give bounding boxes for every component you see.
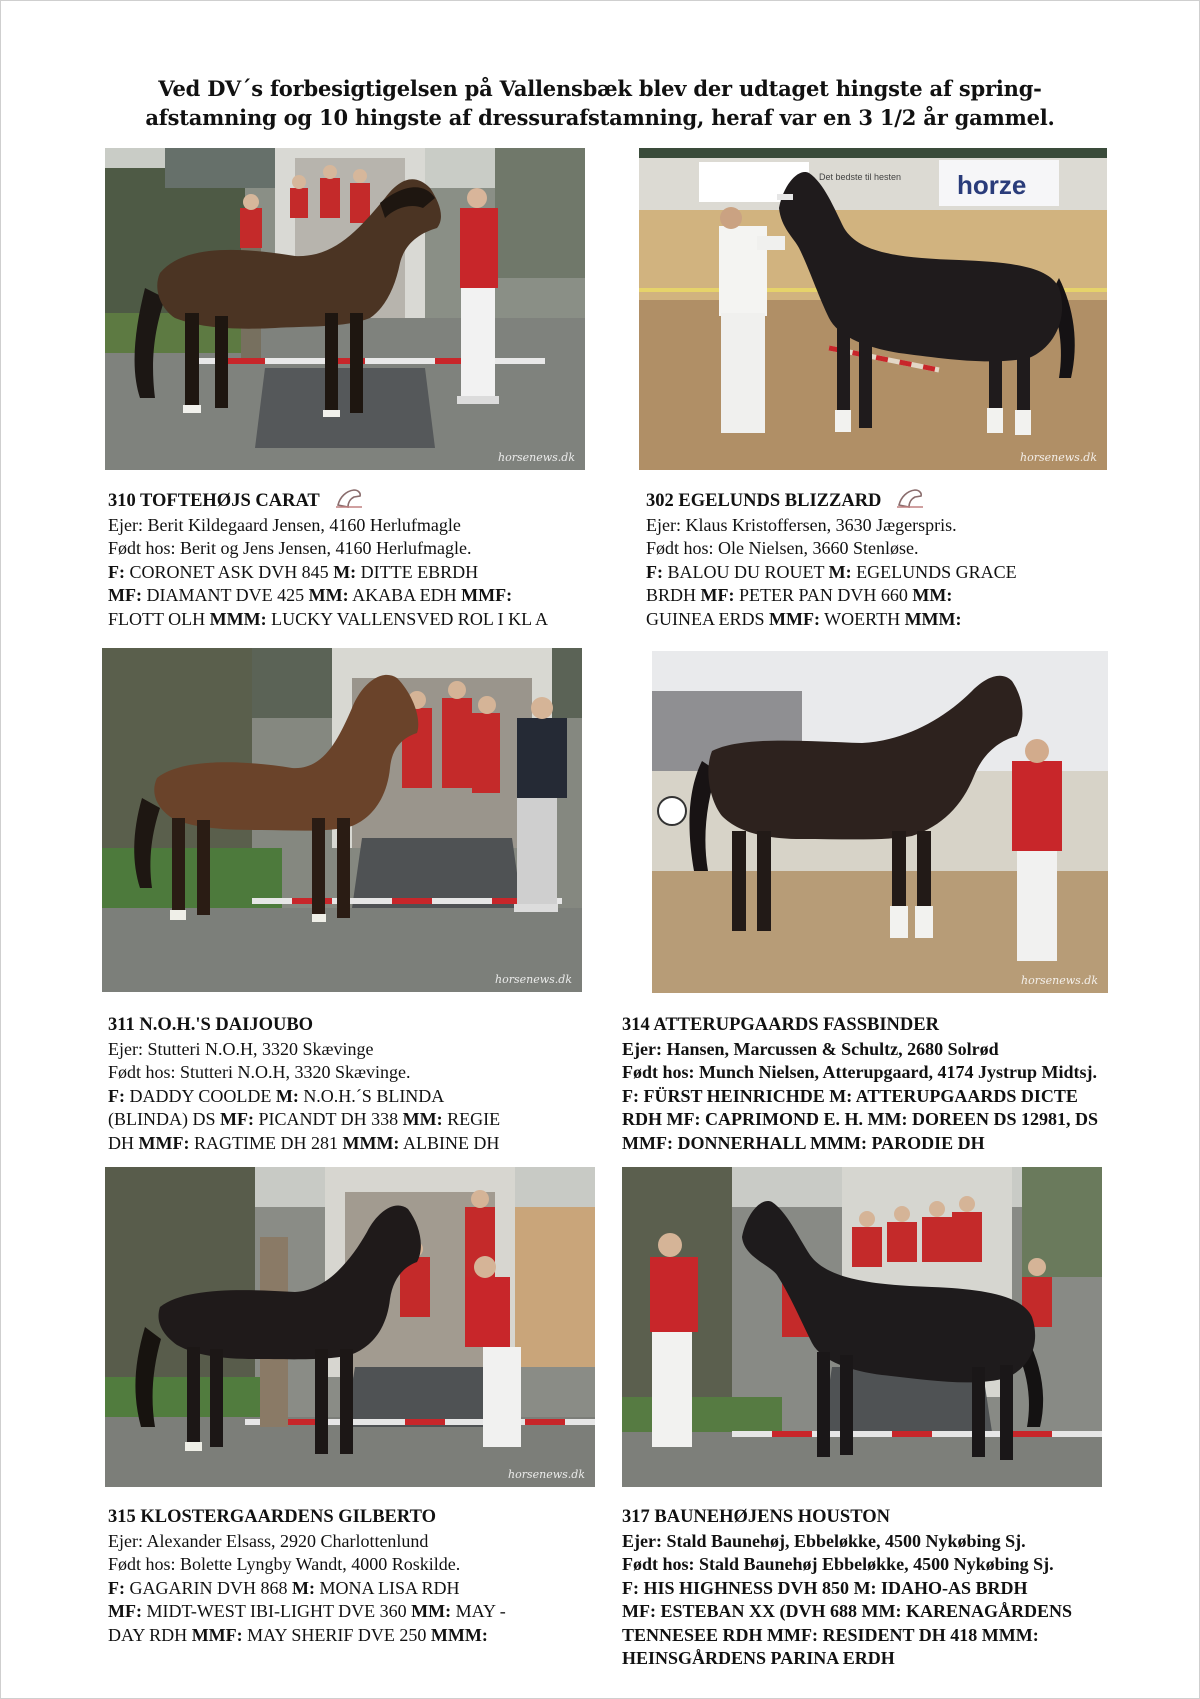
- pedigree-line-1: F: CORONET ASK DVH 845 M: DITTE EBRDH: [108, 561, 479, 582]
- horse-title: 315 KLOSTERGAARDENS GILBERTO: [108, 1507, 436, 1527]
- arena-sign-text: Det bedste til hesten: [819, 172, 902, 182]
- horse-title: 310 TOFTEHØJS CARAT: [108, 491, 320, 511]
- horse-photo-315: [105, 1167, 595, 1487]
- owner-line: Ejer: Alexander Elsass, 2920 Charlottenlund: [108, 1530, 429, 1551]
- pedigree-line-3: FLOTT OLH MMM: LUCKY VALLENSVED ROL I KL A: [108, 608, 548, 629]
- owner-line: Ejer: Klaus Kristoffersen, 3630 Jægerspris.: [646, 514, 957, 535]
- photo-watermark: horsenews.dk: [498, 451, 575, 464]
- heading-line-1: Ved DV´s forbesigtigelsen på Vallensbæk blev der udtaget hingste af spring-: [158, 76, 1042, 101]
- horse-photo-314: [652, 651, 1108, 993]
- caption-317: [622, 1505, 1072, 1671]
- pedigree-line-2: MF: ESTEBAN XX (DVH 688 MM: KARENAGÅRDENS: [622, 1601, 1073, 1621]
- photo-watermark: horsenews.dk: [508, 1468, 585, 1481]
- pedigree-line-2: MF: DIAMANT DVE 425 MM: AKABA EDH MMF:: [108, 585, 513, 605]
- pedigree-line-1: F: HIS HIGHNESS DVH 850 M: IDAHO-AS BRDH: [622, 1577, 1028, 1598]
- bred-line: Født hos: Ole Nielsen, 3660 Stenløse.: [646, 538, 919, 558]
- photo-watermark: horsenews.dk: [1021, 974, 1098, 987]
- horse-title: 314 ATTERUPGAARDS FASSBINDER: [622, 1015, 939, 1035]
- owner-line: Ejer: Stutteri N.O.H, 3320 Skævinge: [108, 1038, 374, 1059]
- bred-line: Født hos: Stutteri N.O.H, 3320 Skævinge.: [108, 1062, 411, 1082]
- pedigree-line-1: F: FÜRST HEINRICHDE M: ATTERUPGAARDS DICTE: [622, 1085, 1078, 1106]
- page-heading: [60, 74, 1140, 132]
- photo-watermark: horsenews.dk: [1020, 451, 1097, 464]
- pedigree-line-1: F: GAGARIN DVH 868 M: MONA LISA RDH: [108, 1577, 460, 1598]
- bred-line: Født hos: Berit og Jens Jensen, 4160 Herlufmagle.: [108, 538, 472, 558]
- bred-line: Født hos: Stald Baunehøj Ebbeløkke, 4500 Nykøbing Sj.: [622, 1554, 1054, 1574]
- owner-line: Ejer: Stald Baunehøj, Ebbeløkke, 4500 Nykøbing Sj.: [622, 1530, 1026, 1551]
- arena-sign-horze: horze: [957, 170, 1027, 200]
- caption-302: [646, 487, 1017, 631]
- caption-315: [108, 1505, 506, 1647]
- horse-title: 317 BAUNEHØJENS HOUSTON: [622, 1507, 890, 1527]
- horse-head-icon: [895, 487, 925, 509]
- caption-311: [108, 1013, 500, 1155]
- pedigree-line-2: MF: MIDT-WEST IBI-LIGHT DVE 360 MM: MAY -: [108, 1601, 506, 1621]
- heading-line-2: afstamning og 10 hingste af dressurafstamning, heraf var en 3 1/2 år gammel.: [145, 105, 1055, 130]
- horse-photo-310: [105, 148, 585, 470]
- owner-line: Ejer: Berit Kildegaard Jensen, 4160 Herlufmagle: [108, 514, 461, 535]
- horse-photo-317: [622, 1167, 1102, 1487]
- horse-title: 311 N.O.H.'S DAIJOUBO: [108, 1015, 314, 1035]
- pedigree-line-3: DAY RDH MMF: MAY SHERIF DVE 250 MMM:: [108, 1624, 488, 1645]
- photo-watermark: horsenews.dk: [495, 973, 572, 986]
- owner-line: Ejer: Hansen, Marcussen & Schultz, 2680 Solrød: [622, 1038, 999, 1059]
- horse-head-icon: [334, 487, 364, 509]
- horse-photo-302: [639, 148, 1107, 470]
- horse-title: 302 EGELUNDS BLIZZARD: [646, 491, 882, 511]
- caption-310: [108, 487, 548, 631]
- pedigree-line-3: MMF: DONNERHALL MMM: PARODIE DH: [622, 1132, 985, 1153]
- bred-line: Født hos: Bolette Lyngby Wandt, 4000 Roskilde.: [108, 1554, 461, 1574]
- pedigree-line-3: TENNESEE RDH MMF: RESIDENT DH 418 MMM:: [622, 1624, 1039, 1645]
- pedigree-line-3: GUINEA ERDS MMF: WOERTH MMM:: [646, 608, 962, 629]
- pedigree-line-4: HEINSGÅRDENS PARINA ERDH: [622, 1648, 895, 1668]
- bred-line: Født hos: Munch Nielsen, Atterupgaard, 4174 Jystrup Midtsj.: [622, 1062, 1098, 1082]
- horse-photo-311: [102, 648, 582, 992]
- pedigree-line-1: F: DADDY COOLDE M: N.O.H.´S BLINDA: [108, 1085, 445, 1106]
- pedigree-line-2: RDH MF: CAPRIMOND E. H. MM: DOREEN DS 12981, DS: [622, 1109, 1098, 1129]
- caption-314: [622, 1013, 1098, 1155]
- pedigree-line-2: (BLINDA) DS MF: PICANDT DH 338 MM: REGIE: [108, 1109, 501, 1129]
- pedigree-line-2: BRDH MF: PETER PAN DVH 660 MM:: [646, 585, 953, 605]
- pedigree-line-1: F: BALOU DU ROUET M: EGELUNDS GRACE: [646, 561, 1017, 582]
- pedigree-line-3: DH MMF: RAGTIME DH 281 MMM: ALBINE DH: [108, 1132, 500, 1153]
